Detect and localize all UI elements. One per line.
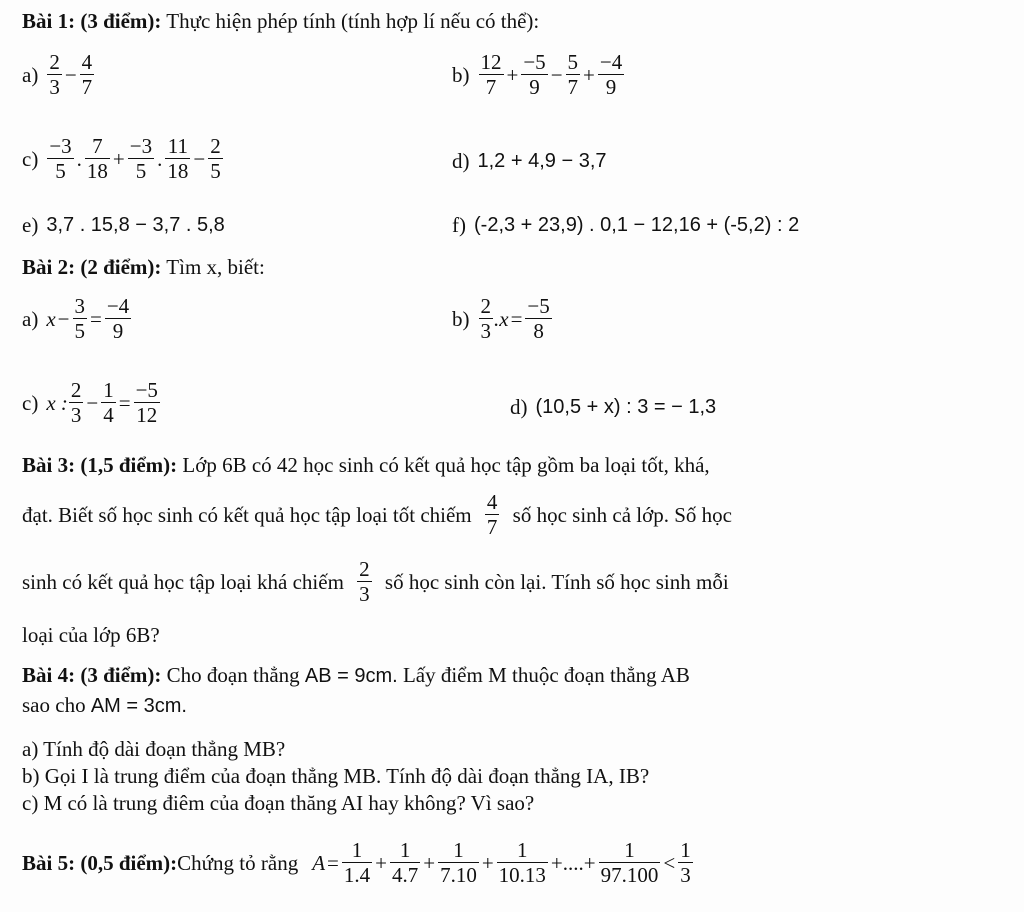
bai4-line1 — [22, 662, 690, 689]
bai4-title: Bài 4: (3 điểm): — [22, 663, 162, 687]
operator: + — [375, 850, 387, 875]
item-label: d) — [510, 395, 528, 420]
item-label: f) — [452, 213, 466, 238]
bai3-line1 — [22, 452, 710, 478]
operator: . — [157, 146, 163, 171]
variable: A — [312, 850, 326, 875]
variable: x — [46, 306, 56, 331]
operator: < — [663, 850, 676, 875]
fraction: $\frac{2}{3}$ — [480, 294, 491, 343]
operator: = — [90, 306, 102, 331]
operator: − — [193, 146, 206, 171]
bai3-line4 — [22, 622, 160, 648]
variable: .x — [494, 306, 509, 331]
bai2-heading — [22, 254, 265, 280]
bai1-c — [22, 134, 224, 183]
bai3-text: đạt. Biết số học sinh có kết quả học tập loại tốt chiếm — [22, 502, 472, 527]
bai1-d — [452, 146, 607, 174]
bai3-text: Lớp 6B có 42 học sinh có kết quả học tập gồm ba loại tốt, khá, — [177, 453, 710, 477]
operator: − — [86, 390, 99, 415]
fraction: $\frac{1}{4}$ — [103, 378, 114, 427]
fraction: $\frac{-5}{8}$ — [527, 294, 550, 343]
item-label: d) — [452, 149, 470, 174]
bai3-text: loại của lớp 6B? — [22, 623, 160, 647]
bai2-d — [510, 392, 716, 420]
operator: + — [506, 62, 519, 87]
operator: = — [510, 306, 523, 331]
operator: − — [550, 62, 563, 87]
item-label: c) — [22, 390, 39, 415]
fraction: $\frac{-5}{9}$ — [523, 50, 546, 99]
fraction: $\frac{-3}{5}$ — [49, 134, 72, 183]
bai4-qb — [22, 763, 649, 789]
operator: + — [583, 62, 595, 87]
fraction: $\frac{1}{10.13}$ — [498, 838, 546, 887]
bai4-qc — [22, 790, 534, 816]
bai4-math: AM = 3cm. — [90, 695, 187, 717]
bai3-title: Bài 3: (1,5 điểm): — [22, 453, 178, 477]
fraction: $\frac{4}{7}$ — [81, 50, 93, 99]
operator: + — [112, 146, 125, 171]
fraction: $\frac{7}{18}$ — [86, 134, 108, 183]
bai4-question: b) Gọi I là trung điểm của đoạn thẳng MB. Tính độ dài đoạn thẳng IA, IB? — [22, 764, 650, 788]
bai2-a — [22, 294, 132, 343]
bai3-text: số học sinh còn lại. Tính số học sinh mỗi — [384, 569, 729, 594]
fraction: $\frac{1}{4.7}$ — [391, 838, 419, 887]
bai2-c — [22, 378, 161, 427]
expression: (10,5 + x) : 3 = − 1,3 — [535, 396, 717, 419]
operator: = — [327, 850, 339, 875]
fraction: $\frac{4}{7}$ — [486, 490, 498, 539]
fraction: $\frac{2}{3}$ — [49, 50, 60, 99]
fraction: $\frac{11}{18}$ — [167, 134, 189, 183]
bai5-title: Bài 5: (0,5 điểm): — [22, 850, 178, 875]
bai2-b — [452, 294, 553, 343]
operator: − — [64, 62, 77, 87]
bai4-line2 — [22, 692, 187, 719]
expression: 3,7 . 15,8 − 3,7 . 5,8 — [46, 214, 225, 237]
fraction: $\frac{12}{7}$ — [480, 50, 502, 99]
bai4-question: a) Tính độ dài đoạn thẳng MB? — [22, 737, 286, 761]
bai4-qa — [22, 736, 285, 762]
bai5-text: Chứng tỏ rằng — [177, 850, 299, 875]
fraction: $\frac{1}{3}$ — [680, 838, 691, 887]
fraction: $\frac{1}{1.4}$ — [343, 838, 371, 887]
item-label: e) — [22, 213, 39, 238]
bai4-text: sao cho — [22, 693, 86, 717]
bai1-b — [452, 50, 625, 99]
bai4-text: Lấy điểm M thuộc đoạn thẳng AB — [397, 663, 690, 687]
bai1-instruction: Thực hiện phép tính (tính hợp lí nếu có thể): — [161, 9, 540, 33]
expression: (-2,3 + 23,9) . 0,1 − 12,16 + (-5,2) : 2 — [474, 214, 800, 237]
bai3-line2 — [22, 490, 732, 539]
bai3-text: sinh có kết quả học tập loại khá chiếm — [22, 569, 344, 594]
fraction: $\frac{2}{3}$ — [70, 378, 82, 427]
variable: x : — [46, 390, 68, 415]
fraction: $\frac{-4}{9}$ — [599, 50, 623, 99]
operator: + — [481, 850, 494, 875]
bai5-line — [22, 838, 694, 887]
bai1-heading — [22, 8, 539, 34]
bai4-math: AB = 9cm. — [304, 665, 398, 687]
bai1-a — [22, 50, 95, 99]
bai1-title: Bài 1: (3 điểm): — [22, 9, 162, 33]
item-label: a) — [22, 62, 39, 87]
item-label: c) — [22, 146, 39, 171]
bai3-text: số học sinh cả lớp. Số học — [512, 502, 732, 527]
operator: + — [423, 850, 436, 875]
bai4-text: Cho đoạn thẳng — [161, 663, 300, 687]
fraction: $\frac{1}{7.10}$ — [440, 838, 477, 887]
item-label: a) — [22, 306, 39, 331]
fraction: $\frac{1}{97.100}$ — [600, 838, 659, 887]
operator: = — [118, 390, 131, 415]
fraction: $\frac{-3}{5}$ — [129, 134, 153, 183]
fraction: $\frac{-5}{12}$ — [135, 378, 158, 427]
fraction: $\frac{2}{5}$ — [210, 134, 221, 183]
bai1-e — [22, 210, 225, 238]
operator: − — [57, 306, 70, 331]
bai1-f — [452, 210, 799, 238]
bai2-title: Bài 2: (2 điểm): — [22, 255, 162, 279]
expression: 1,2 + 4,9 − 3,7 — [477, 150, 607, 173]
bai4-question: c) M có là trung điêm của đoạn thăng AI hay không? Vì sao? — [22, 791, 535, 815]
bai3-line3 — [22, 557, 729, 606]
operator: +....+ — [550, 850, 596, 875]
bai2-instruction: Tìm x, biết: — [161, 255, 265, 279]
fraction: $\frac{-4}{9}$ — [106, 294, 130, 343]
item-label: b) — [452, 62, 470, 87]
fraction: $\frac{5}{7}$ — [567, 50, 579, 99]
fraction: $\frac{3}{5}$ — [74, 294, 85, 343]
item-label: b) — [452, 306, 470, 331]
fraction: $\frac{2}{3}$ — [359, 557, 370, 606]
operator: . — [76, 146, 82, 171]
